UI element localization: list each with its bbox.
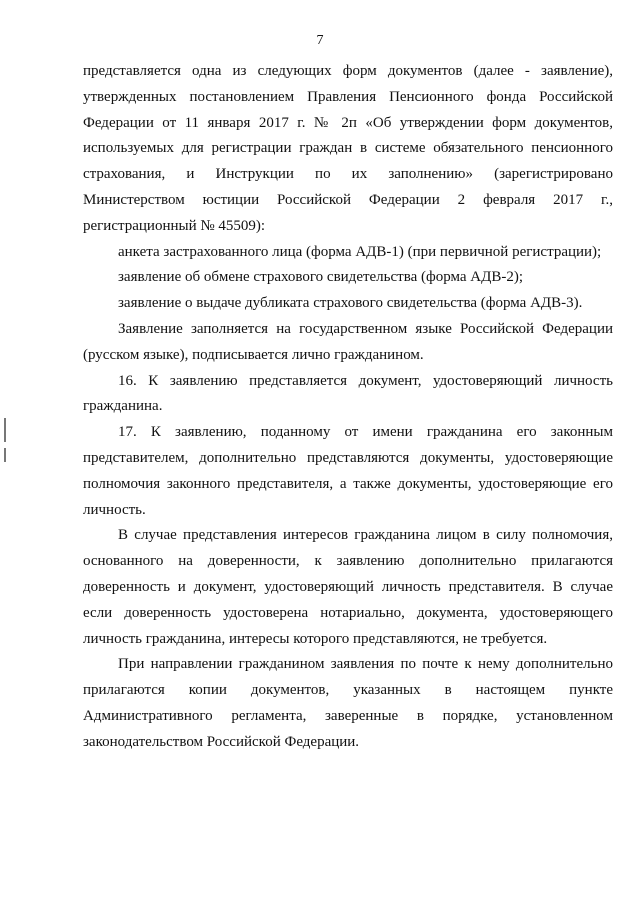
proxy-paragraph: В случае представления интересов гражданина лицом в силу полномочия, основанного на доверенности, к заявлению дополнительно прилагаются доверенность и документ, удостоверяющий личность представителя. В случае если доверенность удостоверена нотариально, документа, удостоверяющего личность гражданина, интересы которого представляются, не требуется. — [83, 527, 613, 647]
page-number: 7 — [316, 33, 324, 48]
document-body — [83, 59, 613, 756]
scan-edge-mark — [4, 418, 6, 442]
item-17-paragraph: 17. К заявлению, поданному от имени гражданина его законным представителем, дополнительно представляются документы, удостоверяющие полномочия законного представителя, а также документы, удостоверяющие его личность. — [83, 424, 613, 518]
list-item: анкета застрахованного лица (форма АДВ-1) (при первичной регистрации); — [118, 243, 602, 260]
list-item: заявление об обмене страхового свидетельства (форма АДВ-2); — [118, 269, 524, 286]
mail-paragraph: При направлении гражданином заявления по почте к нему дополнительно прилагаются копии документов, указанных в настоящем пункте Административного регламента, заверенные в порядке, установленном законодательством Российской Федерации. — [83, 656, 613, 750]
list-item: заявление о выдаче дубликата страхового свидетельства (форма АДВ-3). — [118, 295, 583, 312]
intro-paragraph: представляется одна из следующих форм документов (далее - заявление), утвержденных постановлением Правления Пенсионного фонда Российской Федерации от 11 января 2017 г. № 2п «Об утверждении форм документов, используемых для регистрации граждан в системе обязательного пенсионного страхования, и Инструкции по их заполнению» (зарегистрировано Министерством юстиции Российской Федерации 2 февраля 2017 г., регистрационный № 45509): — [83, 63, 613, 234]
language-paragraph: Заявление заполняется на государственном языке Российской Федерации (русском языке), подписывается лично гражданином. — [83, 320, 613, 363]
scan-edge-mark — [4, 448, 6, 462]
item-16-paragraph: 16. К заявлению представляется документ, удостоверяющий личность гражданина. — [83, 372, 613, 415]
